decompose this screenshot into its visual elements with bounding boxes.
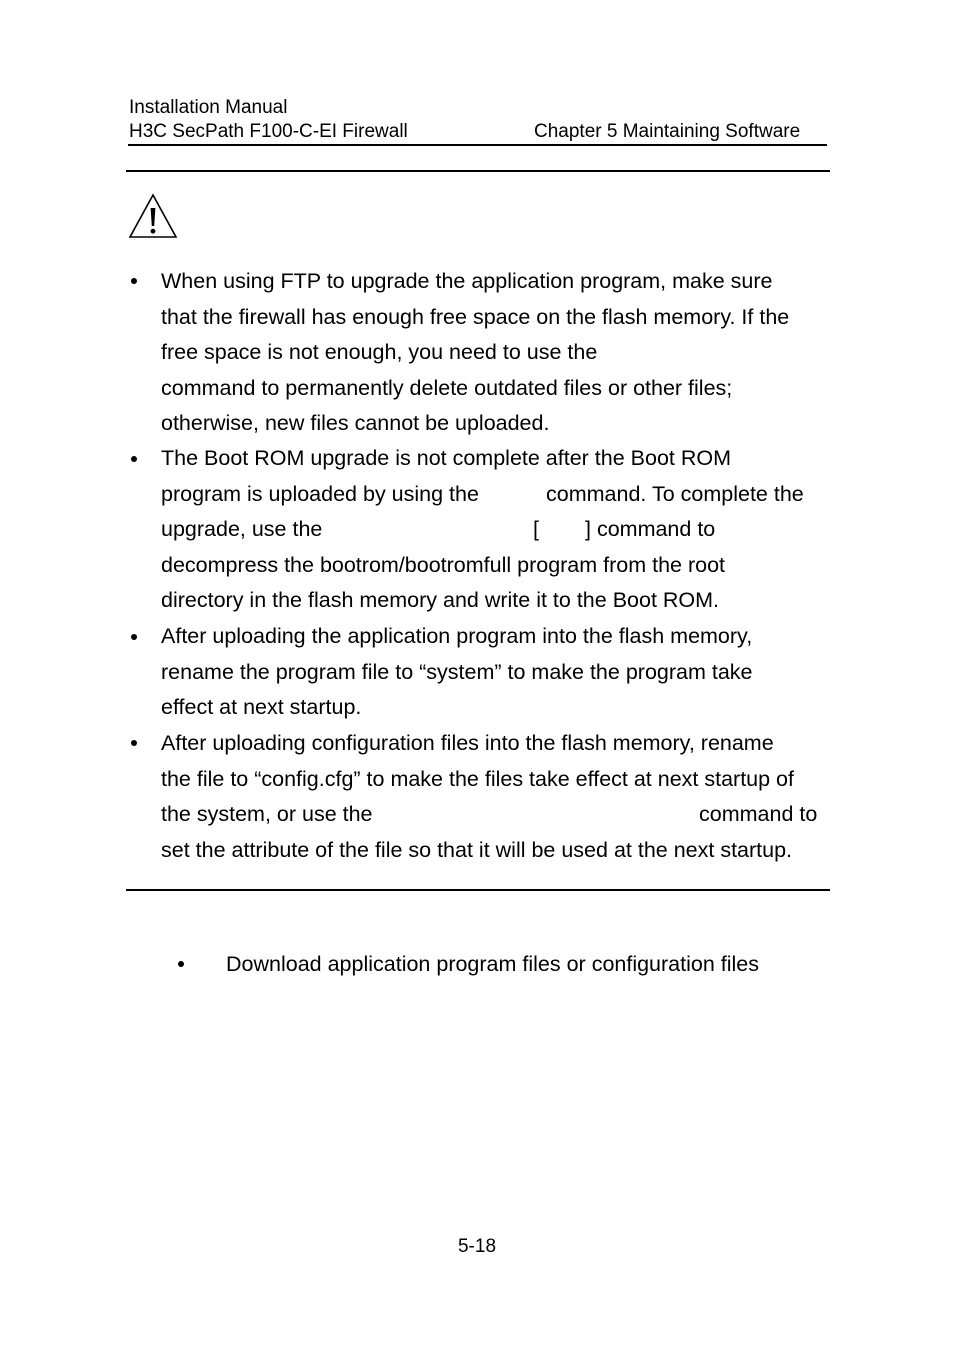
text-line: decompress the bootrom/bootromfull program from the root xyxy=(161,552,726,577)
text-line: upgrade, use the xyxy=(161,517,323,541)
text-line: the file to “config.cfg” to make the files take effect at next startup of xyxy=(161,766,794,791)
text-line: [ xyxy=(533,517,539,541)
bullet-dot xyxy=(178,961,184,967)
page-number: 5-18 xyxy=(457,1236,497,1257)
manual-title: Installation Manual xyxy=(129,97,288,118)
text-line: After uploading configuration files into the flash memory, rename xyxy=(161,731,774,755)
caution-bottom-rule xyxy=(126,889,830,891)
chapter-title: Chapter 5 Maintaining Software xyxy=(534,121,801,142)
bullet-dot xyxy=(131,634,137,640)
section-list-item: Download application program files or configuration files xyxy=(226,952,760,976)
header-rule xyxy=(128,144,827,146)
text-line: ] command to xyxy=(585,517,716,541)
text-line: command to xyxy=(699,802,818,826)
caution-top-rule xyxy=(126,170,830,172)
text-line: When using FTP to upgrade the application program, make sure xyxy=(161,269,773,293)
text-line: After uploading the application program into the flash memory, xyxy=(161,624,753,648)
warning-triangle-icon xyxy=(128,193,178,239)
text-line: program is uploaded by using the xyxy=(161,481,479,506)
text-line: otherwise, new files cannot be uploaded. xyxy=(161,411,550,435)
text-line: rename the program file to “system” to make the program take xyxy=(161,659,753,684)
bullet-dot xyxy=(131,278,137,284)
text-line: The Boot ROM upgrade is not complete after the Boot ROM xyxy=(161,446,732,470)
product-name: H3C SecPath F100-C-EI Firewall xyxy=(129,121,408,142)
text-line: command to permanently delete outdated files or other files; xyxy=(161,375,733,400)
text-line: effect at next startup. xyxy=(161,695,362,719)
text-line: free space is not enough, you need to use the xyxy=(161,340,598,364)
text-line: directory in the flash memory and write it to the Boot ROM. xyxy=(161,588,720,612)
bullet-dot xyxy=(131,456,137,462)
text-line: set the attribute of the file so that it will be used at the next startup. xyxy=(161,837,793,862)
bullet-dot xyxy=(131,740,137,746)
text-line: that the firewall has enough free space on the flash memory. If the xyxy=(161,304,790,329)
text-line: command. To complete the xyxy=(546,481,804,506)
text-line: the system, or use the xyxy=(161,802,373,826)
